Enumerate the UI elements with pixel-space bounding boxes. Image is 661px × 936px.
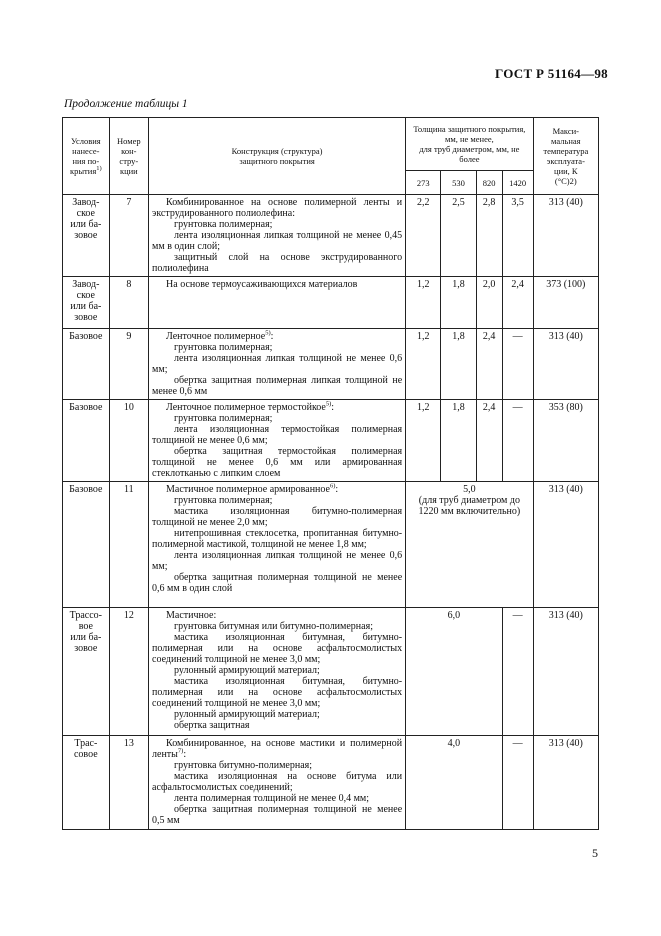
condition-cell: Трас- совое <box>63 736 110 830</box>
number-cell: 8 <box>109 277 148 329</box>
construction-cell: На основе термоусаживающихся материалов <box>149 277 406 329</box>
thickness-1420: — <box>502 608 533 736</box>
thickness-merged: 5,0 (для труб диаметром до 1220 мм включительно) <box>406 482 533 608</box>
condition-cell: Трассо- вое или ба- зовое <box>63 608 110 736</box>
construction-cell: Комбинированное на основе полимерной ленты и экструдированного полиолефина: грунтовка полимерная; лента изоляционная липкая толщиной не менее 0,45 мм в один слой; защитный слой на основе экструдированного полиолефина <box>149 195 406 277</box>
max-temperature: 313 (40) <box>533 608 598 736</box>
thickness-merged: 6,0 <box>406 608 502 736</box>
table-row <box>63 277 599 329</box>
table-row <box>63 195 599 277</box>
max-temperature: 313 (40) <box>533 195 598 277</box>
number-cell: 12 <box>109 608 148 736</box>
max-temperature: 353 (80) <box>533 400 598 482</box>
thickness-1420: — <box>502 329 533 400</box>
table-row <box>63 482 599 608</box>
table-row <box>63 736 599 830</box>
coating-table <box>62 117 599 830</box>
header-max-temperature: Макси- мальная температура эксплуата- ции, К (°С)2) <box>533 118 598 195</box>
condition-cell: Базовое <box>63 482 110 608</box>
thickness-820: 2,8 <box>476 195 502 277</box>
thickness-1420: 3,5 <box>502 195 533 277</box>
condition-cell: Базовое <box>63 400 110 482</box>
thickness-820: 2,0 <box>476 277 502 329</box>
max-temperature: 313 (40) <box>533 482 598 608</box>
header-diameter-530: 530 <box>441 171 476 195</box>
thickness-820: 2,4 <box>476 400 502 482</box>
number-cell: 10 <box>109 400 148 482</box>
header-number: Номер кон- стру- кции <box>109 118 148 195</box>
construction-cell: Комбинированное, на основе мастики и полимерной ленты$^{7)}$: грунтовка битумно-полимерная; мастика изоляционная на основе битума или асфальтосмолистых соединений; лента полимерная толщиной не менее 0,4 мм; обертка защитная полимерная толщиной не менее 0,5 мм <box>149 736 406 830</box>
header-construction: Конструкция (структура) защитного покрытия <box>149 118 406 195</box>
condition-cell: Завод- ское или ба- зовое <box>63 195 110 277</box>
thickness-273: 2,2 <box>406 195 441 277</box>
number-cell: 9 <box>109 329 148 400</box>
thickness-530: 2,5 <box>441 195 476 277</box>
thickness-273: 1,2 <box>406 329 441 400</box>
header-diameter-273: 273 <box>406 171 441 195</box>
max-temperature: 313 (40) <box>533 736 598 830</box>
table-row <box>63 608 599 736</box>
thickness-273: 1,2 <box>406 400 441 482</box>
header-thickness: Толщина защитного покрытия, мм, не менее, для труб диаметром, мм, не более <box>406 118 533 171</box>
document-code: ГОСТ Р 51164—98 <box>494 66 608 81</box>
table-row <box>63 329 599 400</box>
construction-cell: Ленточное полимерное$^{5)}$: грунтовка полимерная; лента изоляционная липкая толщиной не менее 0,6 мм; обертка защитная полимерная липкая толщиной не менее 0,6 мм <box>149 329 406 400</box>
header-conditions: Условия нанесе- ния по- крытия$^{1)}$ <box>63 118 110 195</box>
thickness-merged: 4,0 <box>406 736 502 830</box>
table-continuation-caption: Продолжение таблицы 1 <box>64 98 188 110</box>
thickness-273: 1,2 <box>406 277 441 329</box>
number-cell: 7 <box>109 195 148 277</box>
thickness-530: 1,8 <box>441 329 476 400</box>
condition-cell: Завод- ское или ба- зовое <box>63 277 110 329</box>
construction-cell: Мастичное полимерное армированное$^{6)}$: грунтовка полимерная; мастика изоляционная битумно-полимерная толщиной не менее 2,0 мм; нитепрошивная стеклосетка, пропитанная битумно-полимерной мастикой, толщиной не менее 1,8 мм; лента изоляционная липкая толщиной не менее 0,6 мм; обертка защитная полимерная толщиной не менее 0,6 мм в один слой <box>149 482 406 608</box>
thickness-1420: — <box>502 736 533 830</box>
thickness-530: 1,8 <box>441 277 476 329</box>
header-diameter-1420: 1420 <box>502 171 533 195</box>
construction-cell: Ленточное полимерное термостойкое$^{5)}$: грунтовка полимерная; лента изоляционная термостойкая полимерная толщиной не менее 0,6 мм; обертка защитная термостойкая полимерная толщиной не менее 0,6 мм или армированная стеклотканью с липким слоем <box>149 400 406 482</box>
condition-cell: Базовое <box>63 329 110 400</box>
number-cell: 13 <box>109 736 148 830</box>
thickness-1420: 2,4 <box>502 277 533 329</box>
max-temperature: 313 (40) <box>533 329 598 400</box>
construction-cell: Мастичное: грунтовка битумная или битумно-полимерная; мастика изоляционная битумная, битумно-полимерная или на основе асфальтосмолистых соединений толщиной не менее 3,0 мм; рулонный армирующий материал; мастика изоляционная битумная, битумно-полимерная или на основе асфальтосмолистых соединений толщиной не менее 3,0 мм; рулонный армирующий материал; обертка защитная <box>149 608 406 736</box>
page-number: 5 <box>592 846 598 860</box>
table-row <box>63 400 599 482</box>
thickness-1420: — <box>502 400 533 482</box>
thickness-530: 1,8 <box>441 400 476 482</box>
max-temperature: 373 (100) <box>533 277 598 329</box>
thickness-820: 2,4 <box>476 329 502 400</box>
header-diameter-820: 820 <box>476 171 502 195</box>
number-cell: 11 <box>109 482 148 608</box>
